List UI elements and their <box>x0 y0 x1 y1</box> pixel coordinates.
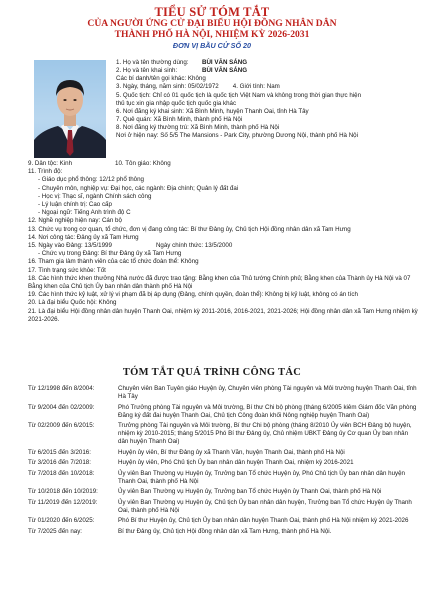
health-row: 17. Tình trạng sức khỏe: Tốt <box>28 266 106 274</box>
alias-row: Các bí danh/tên gọi khác: Không <box>116 75 206 83</box>
education-heading: 11. Trình độ: <box>28 168 63 176</box>
work-history-period: Từ 01/2020 đến 6/2025: <box>28 517 95 525</box>
work-history-row <box>28 517 420 525</box>
work-history-row <box>28 459 420 467</box>
occupation-row: 12. Nghề nghiệp hiện nay: Cán bộ <box>28 217 122 225</box>
national-assembly-row: 20. Là đại biểu Quốc hội: Không <box>28 299 117 307</box>
birth-name-row: 2. Họ và tên khai sinh: BÙI VĂN SÁNG <box>116 67 248 75</box>
education-general: - Giáo dục phổ thông: 12/12 phổ thông <box>38 176 144 184</box>
work-history-row <box>28 404 420 420</box>
common-name-row: 1. Họ và tên thường dùng: BÙI VĂN SÁNG <box>116 59 248 66</box>
work-history-title: TÓM TẮT QUÁ TRÌNH CÔNG TÁC <box>122 367 302 378</box>
party-position-row: - Chức vụ trong Đảng: Bí thư Đảng ủy xã Tam Hưng <box>38 250 182 258</box>
education-professional: - Chuyên môn, nghiệp vụ: Đại học, các ngành: Địa chính; Quản lý đất đai <box>38 184 239 192</box>
dob-gender-row <box>116 83 420 91</box>
education-political: - Lý luận chính trị: Cao cấp <box>38 201 112 209</box>
work-history-description: Huyện ủy viên, Bí thư Đảng ủy xã Thanh Văn, huyện Thanh Oai, thành phố Hà Nội <box>118 448 345 456</box>
page-title: TIỂU SỬ TÓM TẮT <box>154 5 270 19</box>
work-history-row <box>28 528 420 536</box>
dob: 3. Ngày, tháng, năm sinh: 05/02/1972 <box>116 83 219 91</box>
council-delegate-row: 21. Là đại biểu Hội đồng nhân dân huyện Thanh Oai, nhiệm kỳ 2011-2016, 2016-2021, 2021-2026; Hội đồng nhân dân xã Tam Hưng nhiệm kỳ 2021-2026. <box>28 307 418 323</box>
work-history-row <box>28 385 420 401</box>
work-history-period: Từ 02/2009 đến 6/2015: <box>28 422 95 430</box>
residence-row: 8. Nơi đăng ký thường trú: Xã Bình Minh, thành phố Hà Nội <box>116 124 280 132</box>
work-history-period: Từ 11/2019 đến 12/2019: <box>28 498 98 506</box>
work-history-row <box>28 422 420 446</box>
gender: 4. Giới tính: Nam <box>232 83 280 91</box>
education-degree: - Học vị: Thạc sĩ, ngành Chính sách công <box>38 192 152 200</box>
birth-name: BÙI VĂN SÁNG <box>202 67 248 75</box>
education-language: - Ngoại ngữ: Tiếng Anh trình độ C <box>38 209 131 217</box>
hometown-row: 7. Quê quán: Xã Bình Minh, thành phố Hà Nội <box>116 116 243 124</box>
work-history-period: Từ 12/1998 đến 8/2004: <box>28 385 95 392</box>
work-history-row <box>28 470 420 486</box>
work-history-list <box>28 385 420 538</box>
personal-info <box>116 59 420 141</box>
candidate-portrait <box>34 60 106 158</box>
work-history-description: Phó Bí thư Huyện ủy, Chủ tịch Ủy ban nhân dân huyện Thanh Oai, thành phố Hà Nội nhiệm kỳ 2021-2026 <box>118 517 409 525</box>
work-history-period: Từ 9/2004 đến 02/2009: <box>28 403 95 411</box>
work-history-period: Từ 10/2018 đến 10/2019: <box>28 488 98 496</box>
birth-registration-row: 6. Nơi đăng ký khai sinh: Xã Bình Minh, huyện Thanh Oai, tỉnh Hà Tây <box>116 107 309 115</box>
page-subtitle: CỦA NGƯỜI ỨNG CỬ ĐẠI BIỂU HỘI ĐỒNG NHÂN DÂN <box>87 18 337 29</box>
nationality-row: 5. Quốc tịch: Chỉ có 01 quốc tịch là quốc tịch Việt Nam và không trong thời gian thực hiện <box>116 91 362 99</box>
work-history-period: Từ 3/2016 đến 7/2018: <box>28 459 91 467</box>
electoral-unit: ĐƠN VỊ BẦU CỬ SỐ 20 <box>172 41 252 50</box>
work-history-row <box>28 488 420 496</box>
work-history-description: Ủy viên Ban Thường vụ Huyện ủy, Chủ tịch Ủy ban nhân dân huyện, Trưởng ban Tổ chức Huyện ủy Thanh Oai, thành phố Hà Nội <box>118 498 412 514</box>
header <box>0 6 424 50</box>
work-history-description: Ủy viên Ban Thường vụ Huyện ủy, Trưởng ban Tổ chức Huyện ủy, Phó Chủ tịch Ủy ban nhân dân huyện Thanh Oai, thành phố Hà Nội <box>118 469 405 485</box>
work-history-description: Bí thư Đảng ủy, Chủ tịch Hội đồng nhân dân xã Tam Hưng, thành phố Hà Nội. <box>118 527 332 535</box>
common-name: BÙI VĂN SÁNG <box>202 59 248 66</box>
work-history-row <box>28 449 420 457</box>
work-history-description: Trưởng phòng Tài nguyên và Môi trường, Bí thư Chi bộ phòng (tháng 8/2010 Ủy viên BCH Đảng bộ huyện, nhiệm kỳ 2010-2015; tháng 5/2015 Phó Bí thư Đảng ủy, Chủ nhiệm UBKT Đảng ủy Cơ quan Ủy ban nhân dân huyện Thanh Oai) <box>118 422 412 446</box>
work-history-description: Ủy viên Ban Thường vụ Huyện ủy, Trưởng ban Tổ chức Huyện ủy Thanh Oai, thành phố Hà Nội <box>118 488 382 496</box>
awards-row: 18. Các hình thức khen thưởng Nhà nước đã được trao tặng: Bằng khen của Thủ tướng Chính phủ; Bằng khen của Thành ủy Hà Nội và 07 Bằng khen của Chủ tịch Ủy ban nhân dân thành phố Hà Nội <box>28 274 411 291</box>
details-list <box>28 160 418 324</box>
position-row: 13. Chức vụ trong cơ quan, tổ chức, đơn vị đang công tác: Bí thư Đảng ủy, Chủ tịch Hội đồng nhân dân xã Tam Hưng <box>28 225 351 233</box>
nationality-row-cont: thủ tục xin gia nhập quốc tịch quốc gia khác <box>116 99 237 107</box>
work-history-description: Phó Trưởng phòng Tài nguyên và Môi trường, Bí thư Chi bộ phòng (tháng 6/2005 kiêm Giám đốc Văn phòng Đăng ký đất đai huyện Thanh Oai, Chủ tịch Công đoàn khối Nông nghiệp huyện Thanh Oai) <box>118 403 417 419</box>
page-subtitle-term: THÀNH PHỐ HÀ NỘI, NHIỆM KỲ 2026-2031 <box>114 28 310 40</box>
workplace-row: 14. Nơi công tác: Đảng ủy xã Tam Hưng <box>28 233 139 241</box>
work-history-description: Chuyên viên Ban Tuyên giáo Huyện ủy, Chuyên viên phòng Tài nguyên và Môi trường huyện Thanh Oai, tỉnh Hà Tây <box>118 385 417 401</box>
discipline-row: 19. Các hình thức kỷ luật, xử lý vi phạm đã bị áp dụng (Đảng, chính quyền, đoàn thể): Không bị kỷ luật, không có án tích <box>28 291 358 299</box>
work-history-period: Từ 7/2025 đến nay: <box>28 527 83 535</box>
work-history-row <box>28 499 420 515</box>
portrait-illustration <box>34 60 106 158</box>
current-address-row: Nơi ở hiện nay: Số 5/5 The Mansions - Park City, phường Dương Nội, thành phố Hà Nội <box>116 132 358 140</box>
work-history-period: Từ 7/2018 đến 10/2018: <box>28 469 95 477</box>
ethnicity-religion-row: 9. Dân tộc: Kinh 10. Tôn giáo: Không <box>28 160 171 167</box>
work-history-period: Từ 6/2015 đến 3/2016: <box>28 448 91 456</box>
party-dates-row: 15. Ngày vào Đảng: 13/5/1999 Ngày chính thức: 13/5/2000 <box>28 242 233 250</box>
organizations-row: 16. Tham gia làm thành viên của các tổ chức đoàn thể: Không <box>28 258 199 266</box>
work-history-description: Huyện ủy viên, Phó Chủ tịch Ủy ban nhân dân huyện Thanh Oai, nhiệm kỳ 2016-2021 <box>118 459 354 467</box>
